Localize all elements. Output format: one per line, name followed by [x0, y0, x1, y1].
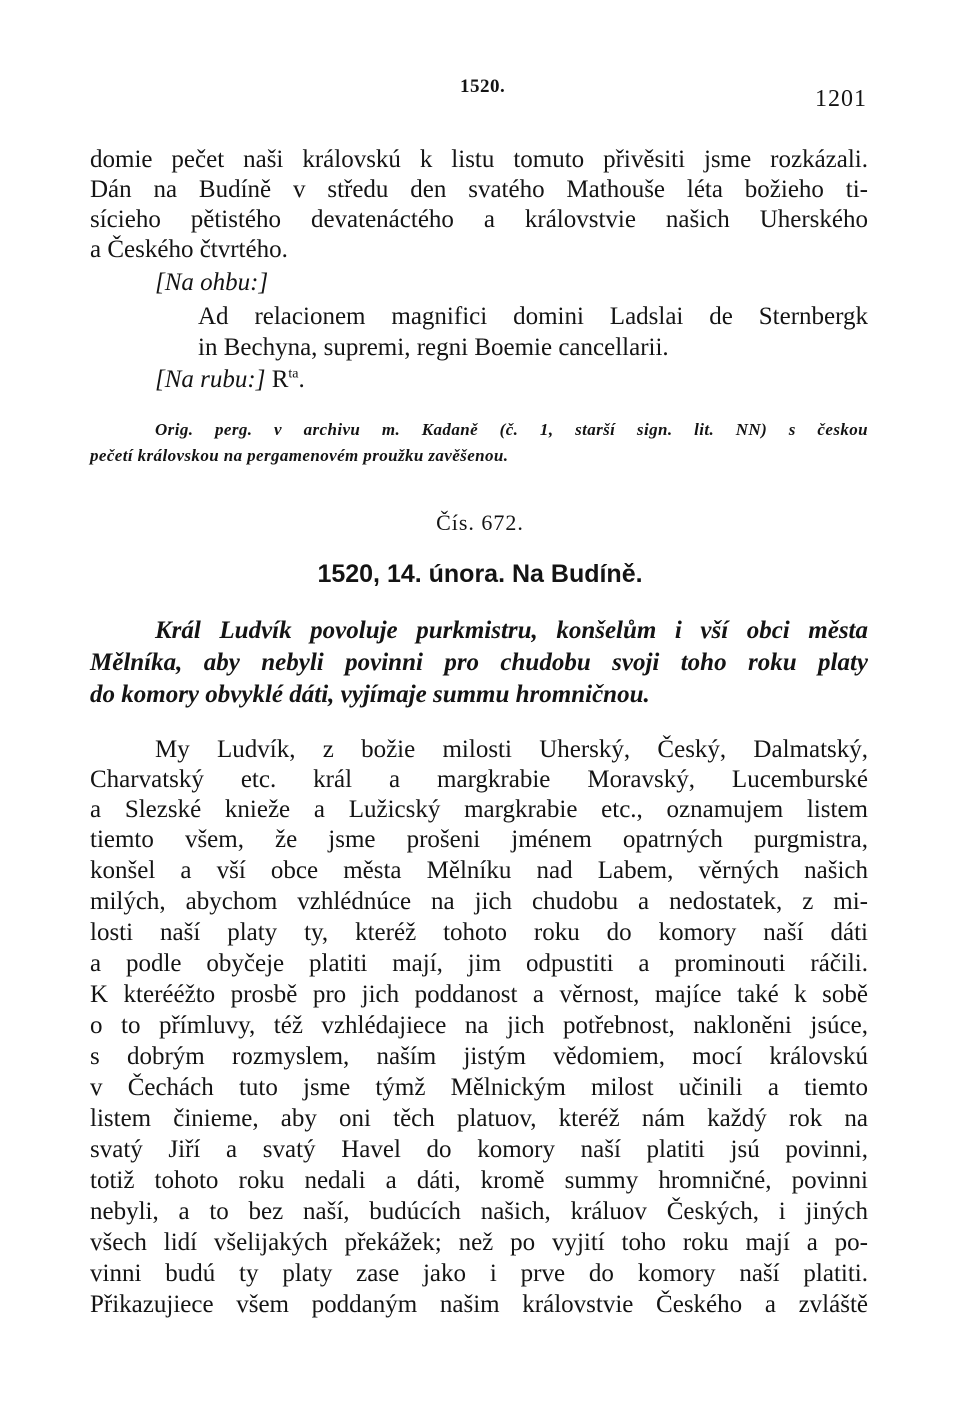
fold-label: [Na ohbu:]: [155, 269, 269, 296]
body-line: tiemto všem, že jsme prošeni jménem opatrných purgmistra,: [90, 826, 868, 853]
page-number: 1201: [815, 86, 867, 112]
document-date-place: 1520, 14. února. Na Budíně.: [317, 560, 643, 588]
body-line: a Slezské knieže a Lužicský margkrabie etc., oznamujem listem: [90, 796, 868, 823]
body-line: Charvatský etc. král a margkrabie Moravský, Lucemburské: [90, 766, 868, 793]
body-line: nebyli, a to bez naší, budúcích našich, králuov Českých, i jiných: [90, 1198, 868, 1225]
back-end: .: [298, 366, 305, 393]
body-line: konšel a vší obce města Mělníku nad Labem, věrných našich: [90, 857, 868, 884]
body-line: listem činieme, aby oni těch platuov, kteréž nám každý rok na: [90, 1105, 868, 1132]
back-superscript: ta: [288, 366, 299, 382]
back-note: [155, 366, 305, 394]
body-line: všech lidí všelijakých překážek; než po vyjití toho roku mají a po-: [90, 1229, 868, 1256]
regest-line: Král Ludvík povoluje purkmistru, konšelům i vší obci města: [155, 617, 868, 644]
text-line: a Českého čtvrtého.: [90, 236, 288, 263]
body-line: svatý Jiří a svatý Havel do komory naší platiti jsú povinni,: [90, 1136, 868, 1163]
body-line: v Čechách tuto jsme týmž Mělnickým milost učinili a tiemto: [90, 1074, 868, 1101]
back-text: R: [271, 366, 289, 393]
body-line: losti naší platy ty, kteréž tohoto roku do komory naší dáti: [90, 919, 868, 946]
body-line: totiž tohoto roku nedali a dáti, kromě summy hromničné, povinni: [90, 1167, 868, 1194]
back-label: [Na rubu:]: [155, 366, 266, 393]
source-note-line: Orig. perg. v archivu m. Kadaně (č. 1, starší sign. lit. NN) s českou: [155, 420, 868, 439]
fold-line: Ad relacionem magnifici domini Ladslai de Sternbergk: [198, 303, 868, 330]
source-note-line: pečetí královskou na pergamenovém proužku zavěšenou.: [90, 446, 509, 465]
body-line: s dobrým rozmyslem, naším jistým vědomiem, mocí královskú: [90, 1043, 868, 1070]
body-line: My Ludvík, z božie milosti Uherský, Český, Dalmatský,: [155, 736, 868, 763]
fold-line: in Bechyna, supremi, regni Boemie cancellarii.: [198, 334, 669, 361]
text-line: sícieho pětistého devatenáctého a královstvie našich Uherského: [90, 206, 868, 233]
body-line: K kterééžto prosbě pro jich poddanost a věrnost, majíce také k sobě: [90, 981, 868, 1008]
body-line: milých, abychom vzhlédnúce na jich chudobu a nedostatek, z mi-: [90, 888, 868, 915]
body-line: a podle obyčeje platiti mají, jim odpustiti a prominouti ráčili.: [90, 950, 868, 977]
document-number: Čís. 672.: [436, 510, 524, 535]
regest-line: Mělníka, aby nebyli povinni pro chudobu svoji toho roku platy: [90, 649, 868, 676]
body-line: Přikazujiece všem poddaným našim královstvie Českého a zvláště: [90, 1291, 868, 1318]
regest-line: do komory obvyklé dáti, vyjímaje summu hromničnou.: [90, 681, 650, 708]
body-line: o to přímluvy, též vzhlédajiece na jich potřebnost, nakloněni jsúce,: [90, 1012, 868, 1039]
running-header-year: 1520.: [460, 76, 506, 97]
body-line: vinni budú ty platy zase jako i prve do komory naší platiti.: [90, 1260, 868, 1287]
text-line: domie pečet naši královskú k listu tomuto přivěsiti jsme rozkázali.: [90, 146, 868, 173]
text-line: Dán na Budíně v středu den svatého Mathouše léta božieho ti-: [90, 176, 868, 203]
